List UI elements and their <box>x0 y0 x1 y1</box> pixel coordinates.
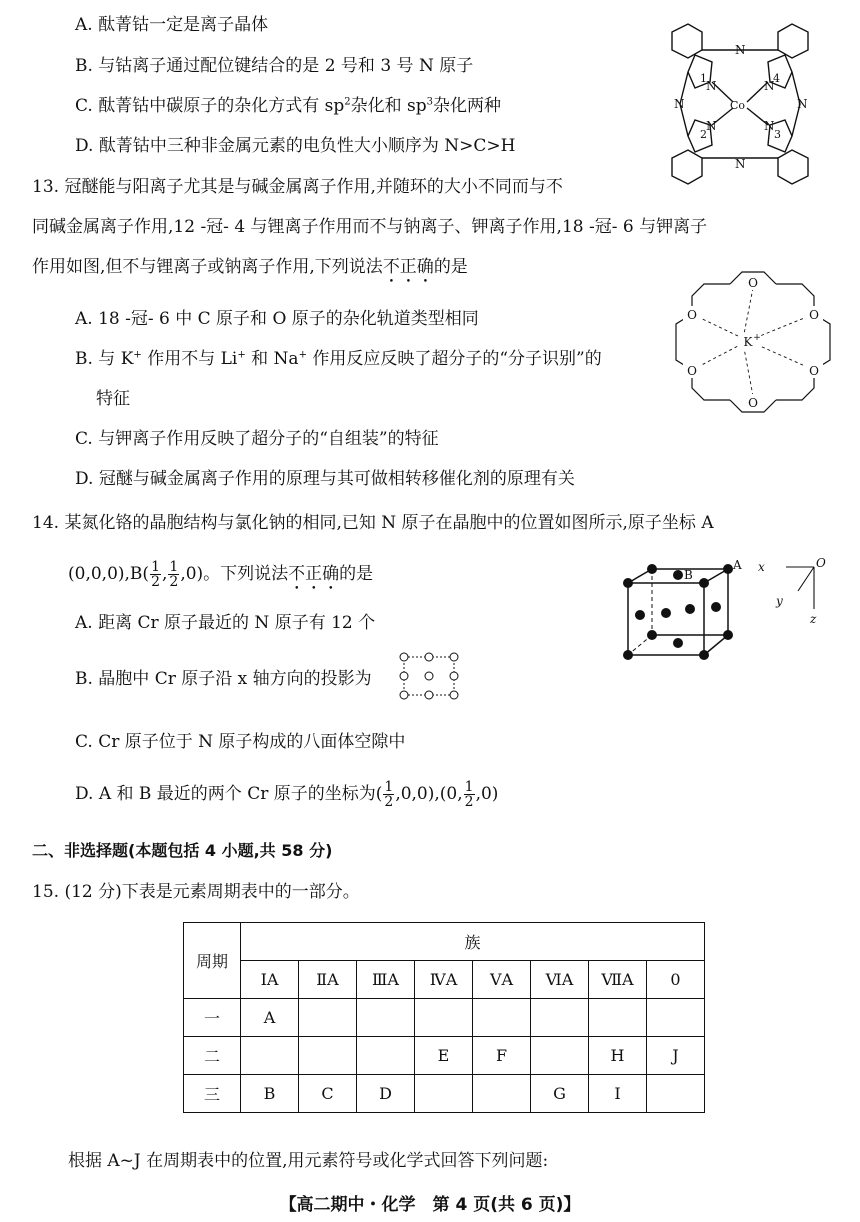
group-cell: ⅤA <box>473 961 531 999</box>
q14-option-a: A. 距离 Cr 原子最近的 N 原子有 12 个 <box>75 613 376 633</box>
fig-n-4: N <box>764 79 775 93</box>
fraction-half: $\frac{1}{2}$ <box>169 559 179 590</box>
period-cell: 二 <box>184 1037 241 1075</box>
fig-n-1: N <box>706 79 717 93</box>
fig-co: Co <box>730 99 746 112</box>
group-cell: ⅡA <box>299 961 357 999</box>
q12-option-b: B. 与钴离子通过配位键结合的是 2 号和 3 号 N 原子 <box>75 56 474 76</box>
period-header: 周期 <box>184 923 241 999</box>
element-cell <box>415 999 473 1037</box>
element-cell: J <box>647 1037 705 1075</box>
fig-n-left: N <box>674 97 685 111</box>
cell-label-b: B <box>684 568 693 582</box>
q12-option-c: C. 酞菁钴中碳原子的杂化方式有 $sp^2$杂化和 $sp^3$杂化两种 <box>75 96 501 116</box>
q14-stem-line1: 14. 某氮化铬的晶胞结构与氯化钠的相同,已知 N 原子在晶胞中的位置如图所示,原子坐标 A <box>32 513 714 533</box>
q14-option-d: D. A 和 B 最近的两个 Cr 原子的坐标为( $\frac{1}{2}$ ,0,0),(0, $\frac{1}{2}$ ,0) <box>75 779 499 810</box>
fig-label-4: 4 <box>773 72 780 85</box>
section-title: 二、非选择题(本题包括 4 小题,共 58 分) <box>32 841 333 860</box>
fraction-half: $\frac{1}{2}$ <box>464 779 474 810</box>
page-footer: 【高二期中・化学 第 4 页(共 6 页)】 <box>279 1195 581 1215</box>
element-cell: D <box>357 1075 415 1113</box>
group-row <box>184 961 705 999</box>
crown-o-upper-left: O <box>687 308 697 322</box>
unit-cell-figure <box>616 555 846 665</box>
crown-k-ion: K <box>743 335 753 349</box>
group-cell: ⅦA <box>589 961 647 999</box>
projection-figure <box>398 651 460 701</box>
fig-n-right: N <box>797 97 808 111</box>
q12-option-d: D. 酞菁钴中三种非金属元素的电负性大小顺序为 N>C>H <box>75 136 516 156</box>
q14-option-c: C. Cr 原子位于 N 原子构成的八面体空隙中 <box>75 732 406 752</box>
crown-o-bottom: O <box>748 396 758 410</box>
element-cell: B <box>241 1075 299 1113</box>
q13-option-d: D. 冠醚与碱金属离子作用的原理与其可做相转移催化剂的原理有关 <box>75 469 575 489</box>
group-cell: ⅢA <box>357 961 415 999</box>
element-cell: G <box>531 1075 589 1113</box>
axis-y-label: y <box>776 594 783 608</box>
element-cell <box>589 999 647 1037</box>
fig-label-1: 1 <box>700 72 707 85</box>
element-cell <box>415 1075 473 1113</box>
q13-option-b: B. 与 K+ 作用不与 Li+ 和 Na+ 作用反应反映了超分子的“分子识别”的 <box>75 349 602 369</box>
element-cell <box>531 1037 589 1075</box>
element-cell: H <box>589 1037 647 1075</box>
fraction-half: $\frac{1}{2}$ <box>384 779 394 810</box>
fig-n-top: N <box>735 43 746 57</box>
group-header: 族 <box>241 923 705 961</box>
element-cell: A <box>241 999 299 1037</box>
cobalt-phthalocyanine-figure <box>640 10 840 200</box>
q15-prompt: 根据 A~J 在周期表中的位置,用元素符号或化学式回答下列问题: <box>68 1151 549 1171</box>
element-cell: C <box>299 1075 357 1113</box>
fig-n-bottom: N <box>735 157 746 171</box>
element-cell <box>647 999 705 1037</box>
element-cell <box>357 999 415 1037</box>
fig-n-3: N <box>764 119 775 133</box>
period-cell: 三 <box>184 1075 241 1113</box>
q14-stem-line2: (0,0,0),B( $\frac{1}{2}$ , $\frac{1}{2}$ ,0)。下列说法不正确的是 <box>68 559 374 590</box>
element-cell: I <box>589 1075 647 1113</box>
crown-o-lower-left: O <box>687 364 697 378</box>
group-cell: ⅣA <box>415 961 473 999</box>
fig-label-2: 2 <box>700 128 707 141</box>
element-cell <box>299 1037 357 1075</box>
element-cell <box>473 999 531 1037</box>
q13-stem-line2: 同碱金属离子作用,12 -冠- 4 与锂离子作用而不与钠离子、钾离子作用,18 -冠- 6 与钾离子 <box>32 217 708 237</box>
q13-option-c: C. 与钾离子作用反映了超分子的“自组装”的特征 <box>75 429 439 449</box>
group-cell: 0 <box>647 961 705 999</box>
q13-emphasis: 不正确 <box>382 257 434 277</box>
crown-o-top: O <box>748 276 758 290</box>
q13-option-a: A. 18 -冠- 6 中 C 原子和 O 原子的杂化轨道类型相同 <box>75 309 479 329</box>
element-cell: F <box>473 1037 531 1075</box>
fig-n-2: N <box>706 119 717 133</box>
cell-label-a: A <box>733 558 742 572</box>
table-row <box>184 1037 705 1075</box>
crown-o-upper-right: O <box>809 308 819 322</box>
periodic-table <box>183 922 705 1113</box>
axis-x-label: x <box>758 560 765 574</box>
crown-o-lower-right: O <box>809 364 819 378</box>
axis-z-label: z <box>810 612 817 626</box>
element-cell <box>357 1037 415 1075</box>
q13-stem-line3: 作用如图,但不与锂离子或钠离子作用,下列说法不正确的是 <box>32 257 468 277</box>
fig-label-3: 3 <box>774 128 781 141</box>
crown-ether-figure <box>668 262 838 422</box>
q13-stem-line1: 13. 冠醚能与阳离子尤其是与碱金属离子作用,并随环的大小不同而与不 <box>32 177 563 197</box>
element-cell <box>299 999 357 1037</box>
q14-emphasis: 不正确 <box>288 564 340 584</box>
element-cell <box>531 999 589 1037</box>
element-cell <box>473 1075 531 1113</box>
element-cell <box>647 1075 705 1113</box>
element-cell <box>241 1037 299 1075</box>
element-cell: E <box>415 1037 473 1075</box>
table-row <box>184 999 705 1037</box>
group-cell: ⅥA <box>531 961 589 999</box>
q12-option-a: A. 酞菁钴一定是离子晶体 <box>75 15 269 35</box>
q15-stem: 15. (12 分)下表是元素周期表中的一部分。 <box>32 882 360 902</box>
crown-k-charge: + <box>753 333 761 343</box>
group-cell: ⅠA <box>241 961 299 999</box>
axis-origin-label: O <box>816 556 826 570</box>
fraction-half: $\frac{1}{2}$ <box>151 559 160 590</box>
period-cell: 一 <box>184 999 241 1037</box>
q14-option-b: B. 晶胞中 Cr 原子沿 x 轴方向的投影为 <box>75 669 372 689</box>
q13-option-b-cont: 特征 <box>96 389 130 409</box>
table-row <box>184 1075 705 1113</box>
